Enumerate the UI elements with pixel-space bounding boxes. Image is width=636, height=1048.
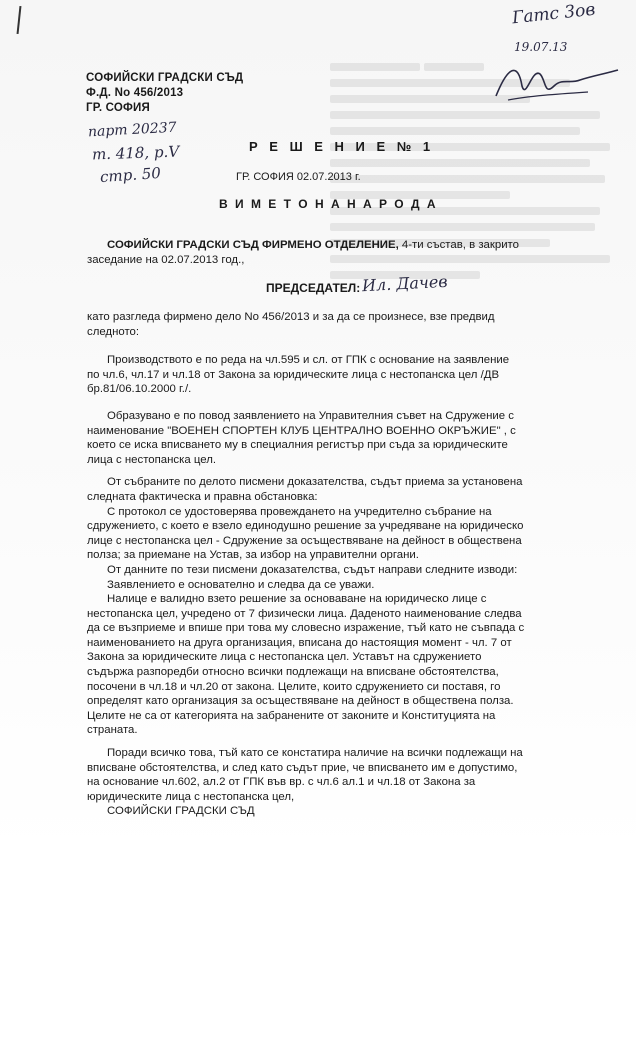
text-fragment: 4-ти състав, в закрито <box>398 239 519 251</box>
handwritten-signature <box>488 56 628 104</box>
decision-title: Р Е Ш Е Н И Е № 1 <box>249 139 435 154</box>
text-line: юридическите лица с нестопанска цел, <box>87 790 295 803</box>
decision-body-main <box>87 310 557 819</box>
text-line: страната. <box>87 724 138 737</box>
text-line: бр.81/06.10.2000 г./. <box>87 383 192 396</box>
text-line: Производството е по реда на чл.595 и сл. от ГПК с основание на заявление <box>107 354 510 367</box>
text-line: вписване обстоятелства, и след като съдът прие, че вписването им е допустимо, <box>87 761 518 774</box>
text-line: С протокол се удостоверява провеждането на учредително събрание на <box>107 505 492 518</box>
text-line: наименование "ВОЕНЕН СПОРТЕН КЛУБ ЦЕНТРАЛНО ВОЕННО ОКРЪЖИЕ" , с <box>87 424 516 437</box>
text-line: сдружението, с което е взело единодушно решение за учредяване на юридическо <box>87 520 524 533</box>
text-line: следната фактическа и правна обстановка: <box>87 490 318 503</box>
handwritten-note: Гатс 3ов <box>511 0 597 29</box>
text-line: да се възприеме и впише при това му словесно изражение, тъй като не съвпада с <box>87 622 525 635</box>
handwritten-date: 19.07.13 <box>514 40 568 54</box>
court-name: СОФИЙСКИ ГРАДСКИ СЪД <box>86 72 244 84</box>
text-line: Целите не са от категорията на забранените от законите и Конституцията на <box>87 709 496 722</box>
text-line: нестопанска цел, учредено от 7 физически лица. Даденото наименование следва <box>87 607 522 620</box>
decision-place-date: ГР. СОФИЯ 02.07.2013 г. <box>236 171 361 183</box>
handwritten-page: стр. 50 <box>99 163 162 187</box>
handwritten-part-number: парт 20237 <box>87 119 177 141</box>
text-line: съдържа разпоредби относно всички подлежащи на вписване обстоятелства, <box>87 666 499 679</box>
text-line: Закона за юридическите лица с нестопанска цел. Уставът на сдружението <box>87 651 482 664</box>
text-line: наименованието на друга организация, вписана до настоящия момент - чл. 7 от <box>87 636 512 649</box>
court-city: ГР. СОФИЯ <box>86 102 150 114</box>
text-line: лица с нестопанска цел. <box>87 453 217 466</box>
in-name-of-people: В И М Е Т О Н А Н А Р О Д А <box>219 197 438 211</box>
text-line: От събраните по делото писмени доказателства, съдът приема за установена <box>107 476 523 489</box>
text-line: посочени в чл.18 и чл.20 от закона. Целите, които сдружението си поставя, го <box>87 680 501 693</box>
text-line: заседание на 02.07.2013 год., <box>87 253 245 266</box>
text-line: което се иска вписването му в специалния регистър при съда за юридическите <box>87 439 508 452</box>
text-line: Поради всичко това, тъй като се констатира наличие на всички подлежащи на <box>107 747 523 760</box>
text-line: на основание чл.602, ал.2 от ГПК във вр. с чл.6 ал.1 и чл.18 от Закона за <box>87 776 476 789</box>
text-line: Заявлението е основателно и следва да се уважи. <box>107 578 375 591</box>
text-line: по чл.6, чл.17 и чл.18 от Закона за юридическите лица с нестопанска цел /ДВ <box>87 368 500 381</box>
text-line <box>87 238 557 253</box>
text-line: следното: <box>87 325 140 338</box>
court-department: СОФИЙСКИ ГРАДСКИ СЪД ФИРМЕНО ОТДЕЛЕНИЕ, <box>107 239 399 251</box>
judge-handwritten-name: Ил. Дачев <box>361 271 449 296</box>
text-line: Образувано е по повод заявлението на Управителния съвет на Сдружение с <box>107 409 514 422</box>
decision-body <box>87 238 557 267</box>
handwritten-volume: т. 418, р.V <box>91 142 180 164</box>
text-line: СОФИЙСКИ ГРАДСКИ СЪД <box>107 805 255 818</box>
text-line: полза; за приемане на Устав, за избор на управителни органи. <box>87 549 419 562</box>
text-line: като разгледа фирмено дело No 456/2013 и за да се произнесе, взе предвид <box>87 311 495 323</box>
text-line: определят като организация за осъществяване на дейност в обществена полза. <box>87 695 514 708</box>
chair-label: ПРЕДСЕДАТЕЛ: <box>266 281 361 295</box>
case-reference: Ф.Д. No 456/2013 <box>86 87 184 99</box>
text-line: От данните по тези писмени доказателства, съдът направи следните изводи: <box>107 563 518 576</box>
text-line: лице с нестопанска цел - Сдружение за осъществяване на дейност в обществена <box>87 534 522 547</box>
text-line: Налице е валидно взето решение за основаване на юридическо лице с <box>107 593 487 606</box>
